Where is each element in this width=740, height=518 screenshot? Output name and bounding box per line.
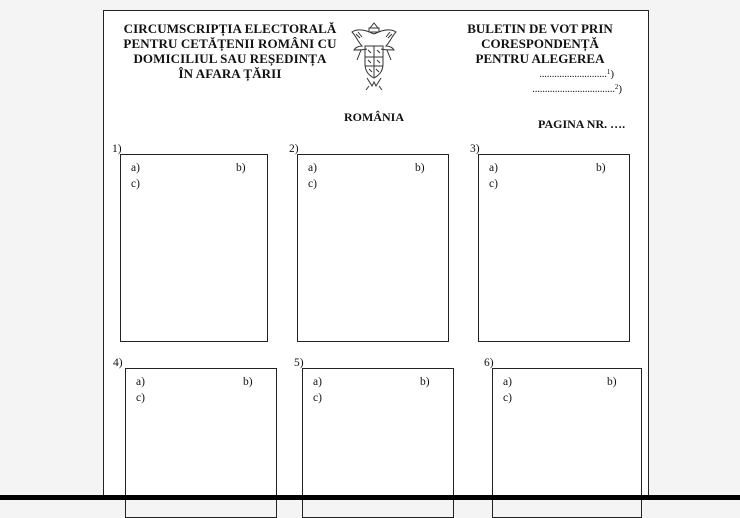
district-line-4: ÎN AFARA ȚĂRII <box>178 66 282 81</box>
footnote-marker-2: 2 <box>614 83 619 91</box>
district-line-3: DOMICILIUL SAU REȘEDINȚA <box>133 51 327 66</box>
field-b-label: b) <box>607 376 617 388</box>
country-label: ROMÂNIA <box>344 110 404 124</box>
slot-number: 4) <box>113 357 123 369</box>
screen-bottom-edge <box>0 495 740 500</box>
paren-1: ) <box>610 68 614 80</box>
ballot-page <box>103 10 649 500</box>
election-dot-line-2 <box>450 81 622 96</box>
slot-number: 2) <box>289 143 299 155</box>
field-c-label: c) <box>131 178 140 190</box>
slot-number: 1) <box>112 143 122 155</box>
election-dot-line-1 <box>450 66 614 81</box>
field-b-label: b) <box>415 162 425 174</box>
field-b-label: b) <box>243 376 253 388</box>
field-a-label: a) <box>313 376 322 388</box>
slot-number: 5) <box>294 357 304 369</box>
field-c-label: c) <box>308 178 317 190</box>
slot-number: 3) <box>470 143 480 155</box>
field-a-label: a) <box>131 162 140 174</box>
district-line-2: PENTRU CETĂȚENII ROMÂNI CU <box>123 36 337 51</box>
field-b-label: b) <box>236 162 246 174</box>
romania-coat-of-arms-icon <box>348 20 400 92</box>
ballot-title-line-2: CORESPONDENȚĂ <box>481 36 599 51</box>
slot-number: 6) <box>484 357 494 369</box>
field-a-label: a) <box>503 376 512 388</box>
dot-leader-2: ................................. <box>532 84 615 95</box>
field-a-label: a) <box>308 162 317 174</box>
ballot-title-block <box>450 21 630 96</box>
district-line-1: CIRCUMSCRIPȚIA ELECTORALĂ <box>123 21 337 36</box>
candidate-box[interactable] <box>120 154 268 342</box>
ballot-title-line-3: PENTRU ALEGEREA <box>475 51 605 66</box>
field-c-label: c) <box>489 178 498 190</box>
paren-2: ) <box>618 83 622 95</box>
field-c-label: c) <box>136 392 145 404</box>
field-a-label: a) <box>489 162 498 174</box>
dot-leader-1: ........................... <box>539 69 607 80</box>
field-a-label: a) <box>136 376 145 388</box>
field-b-label: b) <box>420 376 430 388</box>
footnote-marker-1: 1 <box>606 68 611 76</box>
page-number-label: PAGINA NR. …. <box>538 117 626 131</box>
candidate-box[interactable] <box>478 154 630 342</box>
field-c-label: c) <box>503 392 512 404</box>
field-c-label: c) <box>313 392 322 404</box>
field-b-label: b) <box>596 162 606 174</box>
electoral-district-header <box>114 21 346 81</box>
ballot-title-line-1: BULETIN DE VOT PRIN <box>467 21 613 36</box>
candidate-box[interactable] <box>297 154 449 342</box>
